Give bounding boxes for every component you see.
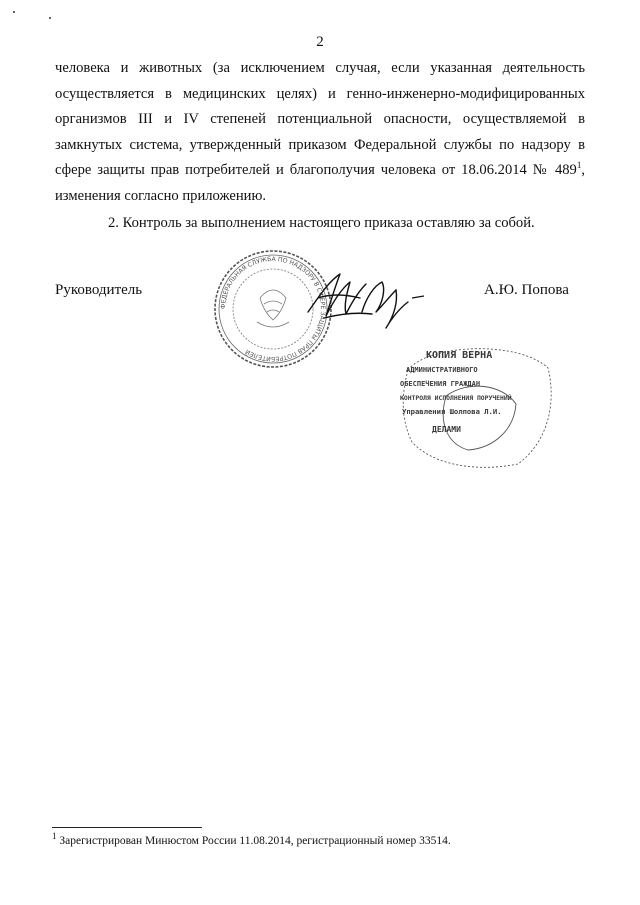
footnote [52,831,451,847]
signatory-name: А.Ю. Попова [484,282,569,298]
signatory-role: Руководитель [55,282,143,298]
stamp-line-1: КОПИЯ ВЕРНА [426,350,493,361]
seal-text: ФЕДЕРАЛЬНАЯ СЛУЖБА ПО НАДЗОРУ В СФЕРЕ ЗАЩИТЫ ПРАВ ПОТРЕБИТЕЛЕЙ [219,255,327,363]
paragraph-2: 2. Контроль за выполнением настоящего приказа оставляю за собой. [108,215,535,231]
footnote-divider [52,827,202,828]
stamp-line-5: Управления Шолпова Л.И. [402,407,502,416]
stamp-line-4: КОНТРОЛЯ ИСПОЛНЕНИЯ ПОРУЧЕНИЙ [400,394,512,402]
document-body [55,56,585,237]
stamp-line-6: ДЕЛАМИ [432,425,461,434]
paragraph-1-text: человека и животных (за исключением случая, если указанная деятельность осуществляется в медицинских целях) и генно-инженерно-модифицированных организмов III и IV степеней потенциальной опасности, осуществляемой в замкнутых система, утвержденный приказом Федеральной службы по надзору в сфере защиты прав потребителей и благополучия человека от 18.06.2014 № 489 [55,60,585,178]
scan-speck [13,11,15,13]
footnote-text: Зарегистрирован Минюстом России 11.08.2014, регистрационный номер 33514. [56,835,451,847]
emblem-icon [257,290,289,327]
stamp-line-2: АДМИНИСТРАТИВНОГО [406,366,478,374]
page-number: 2 [316,34,324,50]
copy-stamp [398,340,558,472]
handwritten-signature [300,268,430,334]
stamp-line-3: ОБЕСПЕЧЕНИЯ ГРАЖДАН [400,380,481,388]
paragraph-1 [55,56,585,209]
footnote-reference: 1 [576,160,582,171]
scan-speck [49,17,51,19]
paragraph-1-tail: , изменения согласно приложению. [55,162,585,204]
footnote-marker: 1 [52,831,57,842]
